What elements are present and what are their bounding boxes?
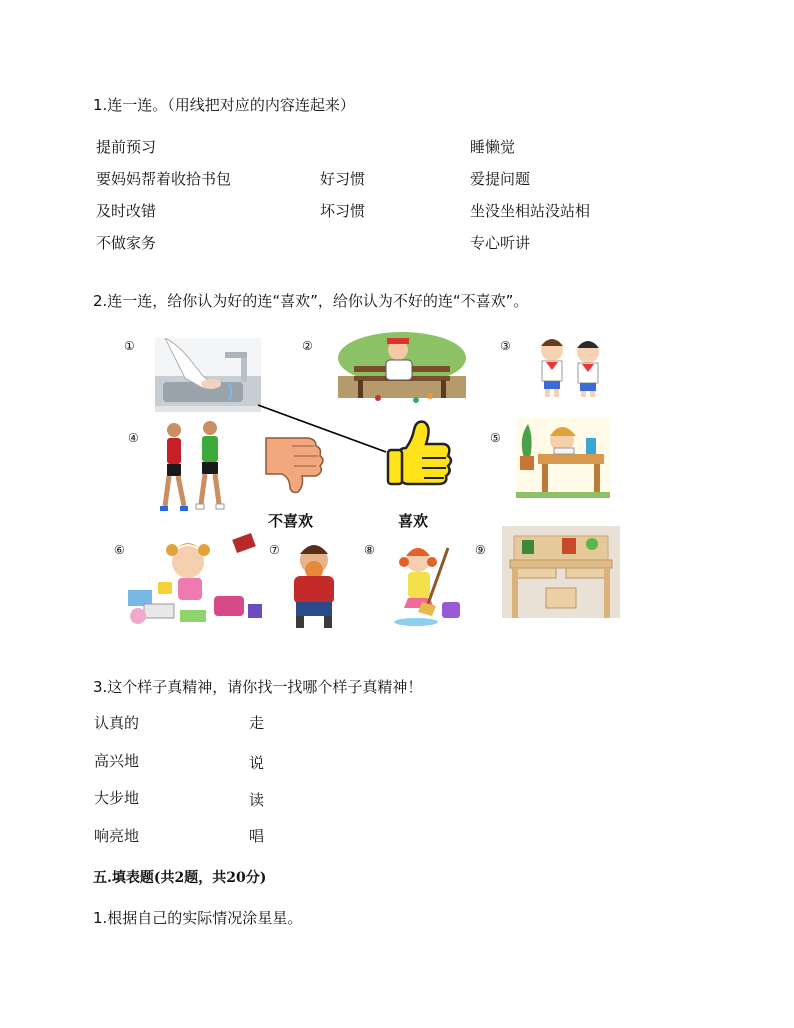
- q2-number: ①: [124, 339, 135, 353]
- q2-number: ⑨: [475, 543, 486, 557]
- q1-right-item: 专心听讲: [470, 234, 531, 252]
- q3-left-item: 响亮地: [94, 827, 140, 845]
- q1-right-item: 睡懒觉: [470, 138, 516, 156]
- q3-left-item: 高兴地: [94, 752, 140, 770]
- running-men-image: [156, 418, 230, 518]
- q2-number: ⑤: [490, 431, 501, 445]
- q1-right-item: 坐没坐相站没站相: [470, 202, 591, 220]
- q1-middle-item: 好习惯: [320, 170, 366, 188]
- q2-title: 2.连一连，给你认为好的连“喜欢”，给你认为不好的连“不喜欢”。: [93, 292, 529, 310]
- messy-room-girl-image: [124, 532, 268, 628]
- dislike-label: 不喜欢: [268, 512, 314, 530]
- q3-right-item: 走: [249, 714, 265, 732]
- q3-right-item: 读: [249, 791, 265, 809]
- q1-right-item: 爱提问题: [470, 170, 531, 188]
- washing-hands-image: [155, 338, 261, 412]
- q3-left-item: 认真的: [94, 714, 140, 732]
- q2-number: ⑥: [114, 543, 125, 557]
- q1-title: 1.连一连。（用线把对应的内容连起来）: [93, 96, 355, 114]
- q1-left-item: 要妈妈帮着收拾书包: [96, 170, 232, 188]
- like-label: 喜欢: [398, 512, 429, 530]
- q1-left-item: 及时改错: [96, 202, 157, 220]
- q2-number: ③: [500, 339, 511, 353]
- section5-q1: 1.根据自己的实际情况涂星星。: [93, 909, 303, 927]
- q1-left-item: 提前预习: [96, 138, 157, 156]
- girl-at-desk-image: [516, 418, 610, 498]
- girl-sweeping-image: [388, 540, 464, 628]
- q3-title: 3.这个样子真精神，请你找一找哪个样子真精神！: [93, 678, 423, 696]
- q3-right-item: 说: [249, 754, 265, 772]
- q2-number: ②: [302, 339, 313, 353]
- q1-left-item: 不做家务: [96, 234, 157, 252]
- q2-number: ⑦: [269, 543, 280, 557]
- q2-number: ⑧: [364, 543, 375, 557]
- boy-eating-image: [286, 540, 342, 630]
- q3-left-item: 大步地: [94, 789, 140, 807]
- wooden-desk-image: [502, 526, 620, 618]
- q2-number: ④: [128, 431, 139, 445]
- q1-middle-item: 坏习惯: [320, 202, 366, 220]
- littering-man-image: [338, 328, 466, 406]
- section5-title: 五.填表题(共2题，共20分): [93, 870, 267, 886]
- saluting-kids-image: [530, 334, 610, 398]
- thumbs-down-icon: [262, 432, 326, 494]
- q3-right-item: 唱: [249, 827, 265, 845]
- thumbs-up-icon: [382, 418, 454, 490]
